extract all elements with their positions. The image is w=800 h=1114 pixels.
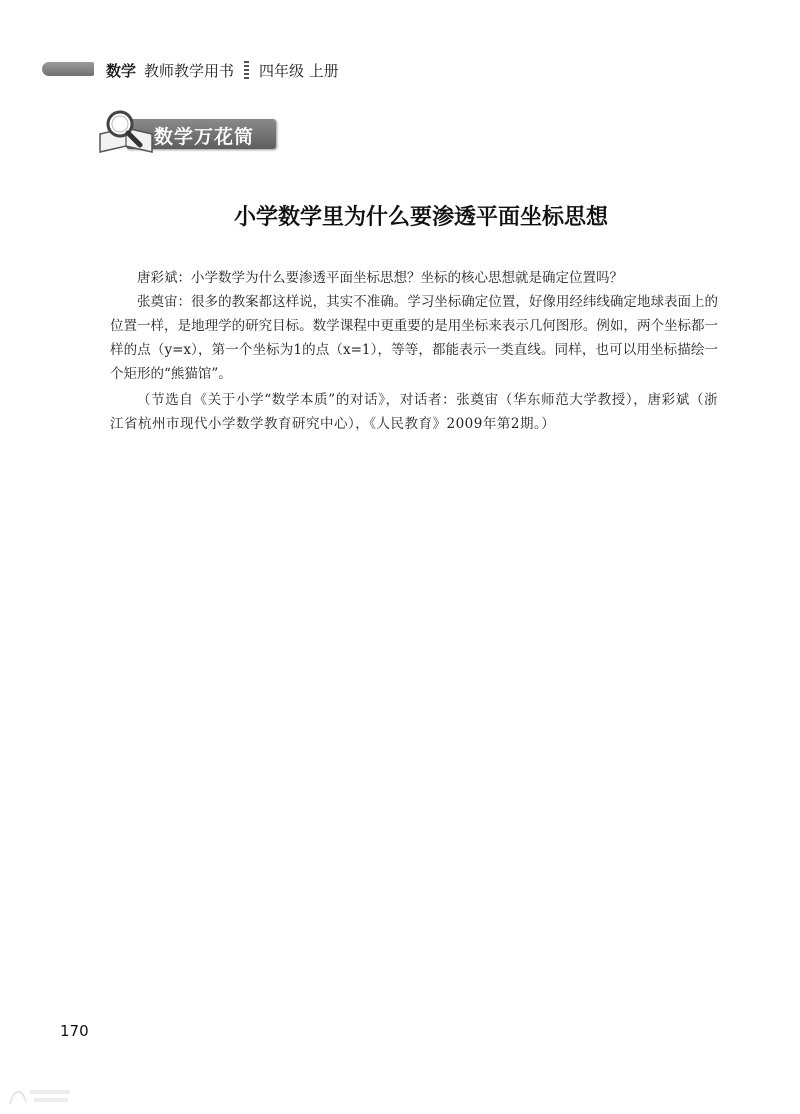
- source-note: （节选自《关于小学“数学本质”的对话》，对话者：张奠宙（华东师范大学教授），唐彩斌（浙江省杭州市现代小学数学教育研究中心），《人民教育》2009年第2期。）: [110, 392, 718, 432]
- paragraph-answer: 张奠宙：很多的教案都这样说，其实不准确。学习坐标确定位置，好像用经纬线确定地球表面上的位置一样，是地理学的研究目标。数学课程中更重要的是用坐标来表示几何图形。例如，两个坐标都一样的点（y=x），第一个坐标为1的点（x=1），等等，都能表示一类直线。同样，也可以用坐标描绘一个矩形的“熊猫馆”。: [110, 294, 718, 382]
- header-subject: 数学: [106, 61, 137, 80]
- header-tab-decoration: [42, 62, 94, 76]
- section-badge-label: 数学万花筒: [154, 126, 255, 148]
- header-grade: 四年级 上册: [259, 61, 339, 80]
- page-number: 170: [60, 1022, 89, 1040]
- section-badge: [96, 108, 278, 152]
- header-separator: [244, 61, 249, 79]
- running-header: [106, 58, 339, 82]
- paragraph-question: 唐彩斌：小学数学为什么要渗透平面坐标思想？坐标的核心思想就是确定位置吗？: [137, 270, 623, 286]
- article-title: 小学数学里为什么要渗透平面坐标思想: [233, 205, 608, 230]
- magnifier-book-icon: [96, 108, 156, 154]
- watermark-logo: [4, 1084, 74, 1110]
- header-book-title: 教师教学用书: [144, 61, 235, 80]
- article-body: [110, 266, 718, 436]
